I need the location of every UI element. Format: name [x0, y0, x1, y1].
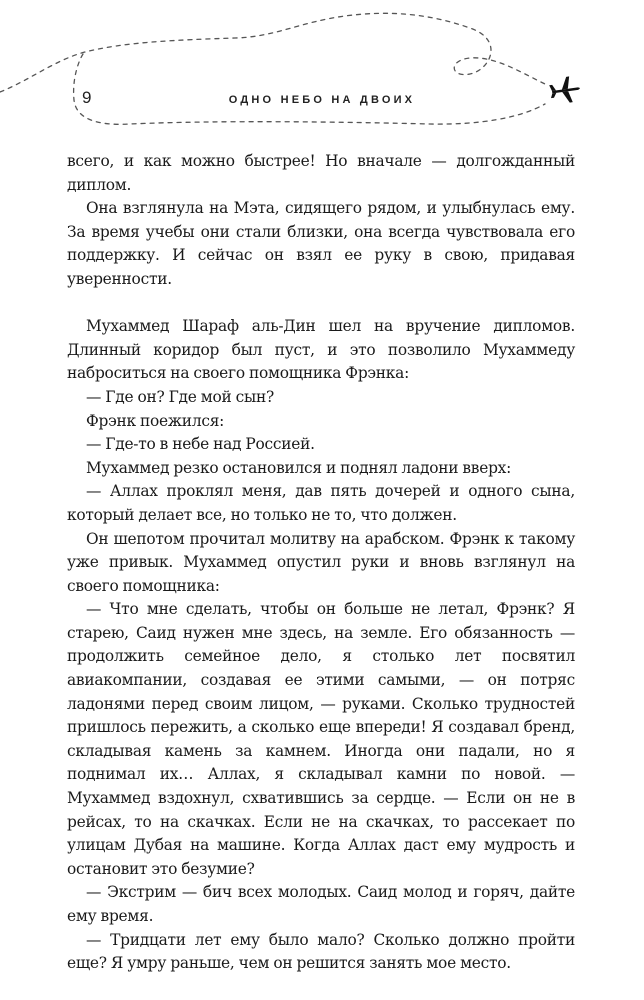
paragraph: Мухаммед резко остановился и поднял ладони вверх: — [86, 458, 512, 477]
running-title: ОДНО НЕБО НА ДВОИХ — [228, 94, 416, 106]
paragraph: — Аллах проклял меня, дав пять дочерей и одного сына, который делает все, но только не то, что должен. — [67, 482, 575, 524]
paragraph: — Что мне сделать, чтобы он больше не летал, Фрэнк? Я старею, Саид нужен мне здесь, на земле. Его обязанность — продолжить семейное дело, я столько лет посвятил авиакомпании, создавая ее этими самыми, — он потряс ладонями перед своим лицом, — руками. Сколько трудностей пришлось пережить, а сколько еще впереди! Я создавал бренд, складывая камень за камнем. Иногда они падали, но я поднимал их… Аллах, я складывал камни по новой. — Мухаммед вздохнул, схватившись за сердце. — Если он не в рейсах, то на скачках. Если не на скачках, то рассекает по улицам Дубая на машине. Когда Аллах даст ему мудрость и остановит это безумие? — [67, 600, 575, 878]
paragraph: Фрэнк поежился: — [86, 411, 225, 430]
paragraph: — Где-то в небе над Россией. — [86, 435, 315, 454]
page-body — [67, 150, 575, 976]
paragraph: Она взглянула на Мэта, сидящего рядом, и улыбнулась ему. За время учебы они стали близки, она всегда чувствовала его поддержку. И сейчас он взял ее руку в свою, придавая уверенности. — [67, 199, 575, 288]
paragraph: — Тридцати лет ему было мало? Сколько должно пройти еще? Я умру раньше, чем он решится занять мое место. — [67, 930, 575, 973]
paragraph: Мухаммед Шараф аль-Дин шел на вручение дипломов. Длинный коридор был пуст, и это позволило Мухаммеду наброситься на своего помощника Фрэнка: — [67, 317, 575, 383]
page-number: 9 — [82, 88, 92, 107]
paragraph: всего, и как можно быстрее! Но вначале — долгожданный диплом. — [67, 152, 575, 194]
section-break — [67, 292, 575, 316]
airplane-icon — [548, 72, 584, 108]
dashed-flight-path — [0, 0, 644, 130]
paragraph: — Экстрим — бич всех молодых. Саид молод и горяч, дайте ему время. — [67, 883, 575, 925]
paragraph: Он шепотом прочитал молитву на арабском. Фрэнк к такому уже привык. Мухаммед опустил руки и вновь взглянул на своего помощника: — [67, 529, 575, 595]
paragraph: — Где он? Где мой сын? — [86, 387, 275, 406]
